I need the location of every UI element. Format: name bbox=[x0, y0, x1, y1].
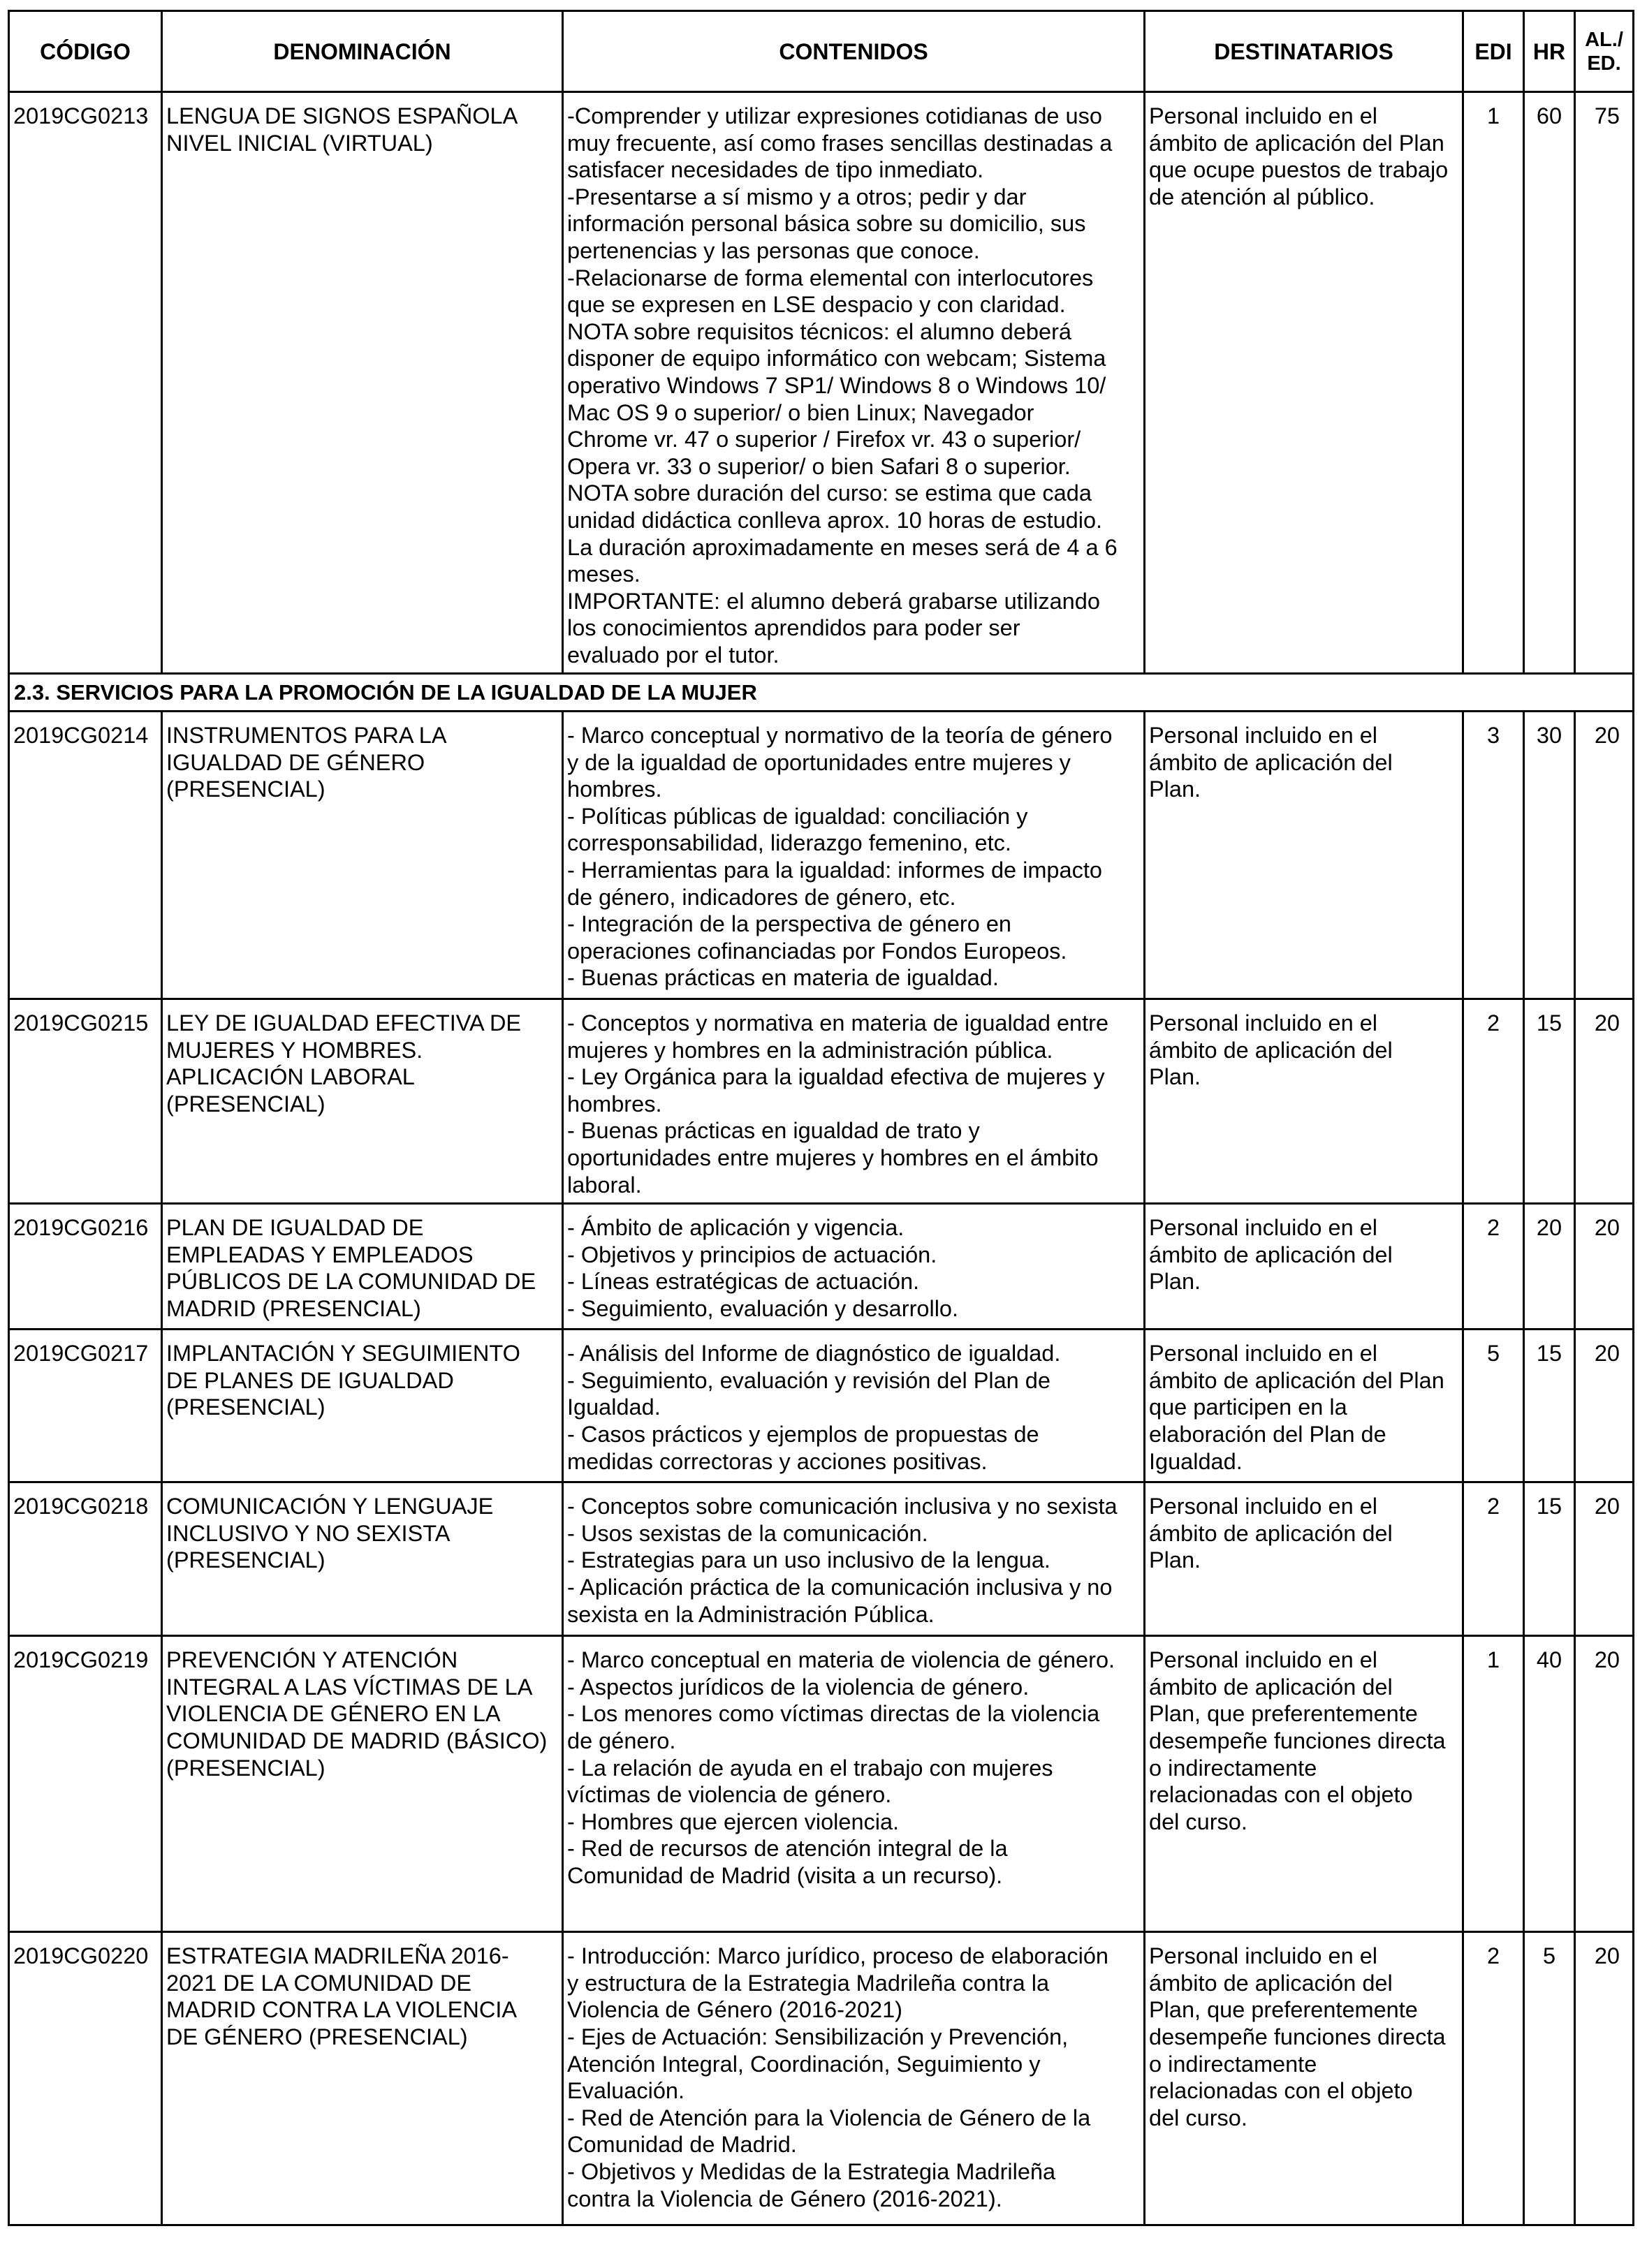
table-row bbox=[9, 1932, 1634, 2225]
course-edi: 2 bbox=[1463, 1932, 1524, 2225]
course-name: IMPLANTACIÓN Y SEGUIMIENTO DE PLANES DE IGUALDAD (PRESENCIAL) bbox=[162, 1330, 563, 1482]
course-contents: - Conceptos sobre comunicación inclusiva y no sexista - Usos sexistas de la comunicación. - Estrategias para un uso inclusivo de la lengua. - Aplicación práctica de la comunicación inclusiva y no sexista en la Administración Pública. bbox=[563, 1482, 1145, 1636]
course-code: 2019CG0217 bbox=[9, 1330, 162, 1482]
course-code: 2019CG0220 bbox=[9, 1932, 162, 2225]
section-row bbox=[9, 674, 1634, 712]
course-contents: - Introducción: Marco jurídico, proceso de elaboración y estructura de la Estrategia Madrileña contra la Violencia de Género (2016-2021) - Ejes de Actuación: Sensibilización y Prevención, Atención Integral, Coordinación, Seguimiento y Evaluación. - Red de Atención para la Violencia de Género de la Comunidad de Madrid. - Objetivos y Medidas de la Estrategia Madrileña contra la Violencia de Género (2016-2021). bbox=[563, 1932, 1145, 2225]
course-name: PREVENCIÓN Y ATENCIÓN INTEGRAL A LAS VÍCTIMAS DE LA VIOLENCIA DE GÉNERO EN LA COMUNIDAD DE MADRID (BÁSICO) (PRESENCIAL) bbox=[162, 1636, 563, 1932]
course-name: ESTRATEGIA MADRILEÑA 2016- 2021 DE LA COMUNIDAD DE MADRID CONTRA LA VIOLENCIA DE GÉNERO (PRESENCIAL) bbox=[162, 1932, 563, 2225]
course-recipients: Personal incluido en el ámbito de aplicación del Plan. bbox=[1145, 999, 1463, 1204]
header-hr: HR bbox=[1524, 11, 1575, 92]
course-name: LEY DE IGUALDAD EFECTIVA DE MUJERES Y HOMBRES. APLICACIÓN LABORAL (PRESENCIAL) bbox=[162, 999, 563, 1204]
course-recipients: Personal incluido en el ámbito de aplicación del Plan. bbox=[1145, 712, 1463, 999]
course-edi: 1 bbox=[1463, 1636, 1524, 1932]
course-recipients: Personal incluido en el ámbito de aplicación del Plan. bbox=[1145, 1482, 1463, 1636]
course-hr: 60 bbox=[1524, 92, 1575, 674]
course-al-ed: 20 bbox=[1575, 1932, 1634, 2225]
course-name: COMUNICACIÓN Y LENGUAJE INCLUSIVO Y NO SEXISTA (PRESENCIAL) bbox=[162, 1482, 563, 1636]
table-row bbox=[9, 1636, 1634, 1932]
course-code: 2019CG0214 bbox=[9, 712, 162, 999]
course-code: 2019CG0216 bbox=[9, 1204, 162, 1330]
course-edi: 1 bbox=[1463, 92, 1524, 674]
header-destinatarios: DESTINATARIOS bbox=[1145, 11, 1463, 92]
header-al-ed: AL./ ED. bbox=[1575, 11, 1634, 92]
table-row bbox=[9, 712, 1634, 999]
course-contents: - Ámbito de aplicación y vigencia. - Objetivos y principios de actuación. - Líneas estratégicas de actuación. - Seguimiento, evaluación y desarrollo. bbox=[563, 1204, 1145, 1330]
course-name: PLAN DE IGUALDAD DE EMPLEADAS Y EMPLEADOS PÚBLICOS DE LA COMUNIDAD DE MADRID (PRESENCIAL) bbox=[162, 1204, 563, 1330]
course-edi: 3 bbox=[1463, 712, 1524, 999]
course-al-ed: 20 bbox=[1575, 712, 1634, 999]
header-denominacion: DENOMINACIÓN bbox=[162, 11, 563, 92]
course-edi: 2 bbox=[1463, 999, 1524, 1204]
course-recipients: Personal incluido en el ámbito de aplicación del Plan, que preferentemente desempeñe funciones directa o indirectamente relacionadas con el objeto del curso. bbox=[1145, 1932, 1463, 2225]
course-al-ed: 20 bbox=[1575, 1482, 1634, 1636]
course-hr: 5 bbox=[1524, 1932, 1575, 2225]
courses-table bbox=[8, 10, 1634, 2226]
course-al-ed: 20 bbox=[1575, 999, 1634, 1204]
course-contents: -Comprender y utilizar expresiones cotidianas de uso muy frecuente, así como frases sencillas destinadas a satisfacer necesidades de tipo inmediato. -Presentarse a sí mismo y a otros; pedir y dar información personal básica sobre su domicilio, sus pertenencias y las personas que conoce. -Relacionarse de forma elemental con interlocutores que se expresen en LSE despacio y con claridad. NOTA sobre requisitos técnicos: el alumno deberá disponer de equipo informático con webcam; Sistema operativo Windows 7 SP1/ Windows 8 o Windows 10/ Mac OS 9 o superior/ o bien Linux; Navegador Chrome vr. 47 o superior / Firefox vr. 43 o superior/ Opera vr. 33 o superior/ o bien Safari 8 o superior. NOTA sobre duración del curso: se estima que cada unidad didáctica conlleva aprox. 10 horas de estudio. La duración aproximadamente en meses será de 4 a 6 meses. IMPORTANTE: el alumno deberá grabarse utilizando los conocimientos aprendidos para poder ser evaluado por el tutor. bbox=[563, 92, 1145, 674]
table-row bbox=[9, 92, 1634, 674]
course-hr: 30 bbox=[1524, 712, 1575, 999]
course-name: INSTRUMENTOS PARA LA IGUALDAD DE GÉNERO (PRESENCIAL) bbox=[162, 712, 563, 999]
course-edi: 2 bbox=[1463, 1482, 1524, 1636]
course-contents: - Análisis del Informe de diagnóstico de igualdad. - Seguimiento, evaluación y revisión del Plan de Igualdad. - Casos prácticos y ejemplos de propuestas de medidas correctoras y acciones positivas. bbox=[563, 1330, 1145, 1482]
course-code: 2019CG0218 bbox=[9, 1482, 162, 1636]
header-codigo: CÓDIGO bbox=[9, 11, 162, 92]
header-edi: EDI bbox=[1463, 11, 1524, 92]
course-edi: 2 bbox=[1463, 1204, 1524, 1330]
course-recipients: Personal incluido en el ámbito de aplicación del Plan. bbox=[1145, 1204, 1463, 1330]
course-al-ed: 75 bbox=[1575, 92, 1634, 674]
course-al-ed: 20 bbox=[1575, 1636, 1634, 1932]
course-contents: - Conceptos y normativa en materia de igualdad entre mujeres y hombres en la administración pública. - Ley Orgánica para la igualdad efectiva de mujeres y hombres. - Buenas prácticas en igualdad de trato y oportunidades entre mujeres y hombres en el ámbito laboral. bbox=[563, 999, 1145, 1204]
table-row bbox=[9, 1482, 1634, 1636]
header-contenidos: CONTENIDOS bbox=[563, 11, 1145, 92]
course-name: LENGUA DE SIGNOS ESPAÑOLA NIVEL INICIAL (VIRTUAL) bbox=[162, 92, 563, 674]
table-row bbox=[9, 999, 1634, 1204]
course-contents: - Marco conceptual y normativo de la teoría de género y de la igualdad de oportunidades entre mujeres y hombres. - Políticas públicas de igualdad: conciliación y corresponsabilidad, liderazgo femenino, etc. - Herramientas para la igualdad: informes de impacto de género, indicadores de género, etc. - Integración de la perspectiva de género en operaciones cofinanciadas por Fondos Europeos. - Buenas prácticas en materia de igualdad. bbox=[563, 712, 1145, 999]
table-row bbox=[9, 1204, 1634, 1330]
course-al-ed: 20 bbox=[1575, 1204, 1634, 1330]
course-edi: 5 bbox=[1463, 1330, 1524, 1482]
course-contents: - Marco conceptual en materia de violencia de género. - Aspectos jurídicos de la violencia de género. - Los menores como víctimas directas de la violencia de género. - La relación de ayuda en el trabajo con mujeres víctimas de violencia de género. - Hombres que ejercen violencia. - Red de recursos de atención integral de la Comunidad de Madrid (visita a un recurso). bbox=[563, 1636, 1145, 1932]
course-code: 2019CG0215 bbox=[9, 999, 162, 1204]
course-hr: 15 bbox=[1524, 1482, 1575, 1636]
course-recipients: Personal incluido en el ámbito de aplicación del Plan que ocupe puestos de trabajo de atención al público. bbox=[1145, 92, 1463, 674]
table-header-row bbox=[9, 11, 1634, 92]
course-recipients: Personal incluido en el ámbito de aplicación del Plan, que preferentemente desempeñe funciones directa o indirectamente relacionadas con el objeto del curso. bbox=[1145, 1636, 1463, 1932]
course-hr: 15 bbox=[1524, 999, 1575, 1204]
course-catalog-page bbox=[8, 10, 1632, 2226]
course-al-ed: 20 bbox=[1575, 1330, 1634, 1482]
course-code: 2019CG0219 bbox=[9, 1636, 162, 1932]
course-hr: 15 bbox=[1524, 1330, 1575, 1482]
course-hr: 20 bbox=[1524, 1204, 1575, 1330]
table-row bbox=[9, 1330, 1634, 1482]
course-code: 2019CG0213 bbox=[9, 92, 162, 674]
course-recipients: Personal incluido en el ámbito de aplicación del Plan que participen en la elaboración del Plan de Igualdad. bbox=[1145, 1330, 1463, 1482]
section-title: 2.3. SERVICIOS PARA LA PROMOCIÓN DE LA IGUALDAD DE LA MUJER bbox=[9, 674, 1634, 712]
course-hr: 40 bbox=[1524, 1636, 1575, 1932]
